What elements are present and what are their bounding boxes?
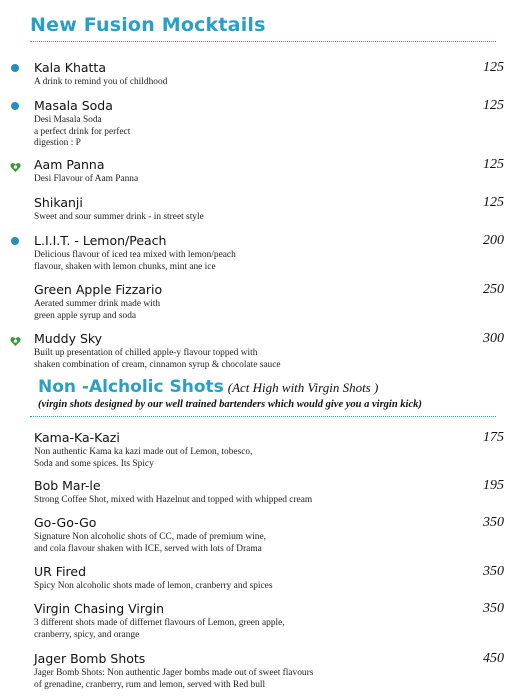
menu-item xyxy=(34,651,504,691)
green-heart-icon xyxy=(10,160,20,170)
item-price: 350 xyxy=(483,515,504,530)
item-description: 3 different shots made of differnet flavours of Lemon, green apple, cranberry, spicy, and orange xyxy=(34,618,285,640)
menu-item xyxy=(34,331,504,371)
section-subtitle: (Act High with Virgin Shots ) xyxy=(227,380,379,395)
item-name: Kala Khatta xyxy=(34,60,106,75)
item-price: 175 xyxy=(483,430,504,445)
menu-item xyxy=(34,60,504,89)
item-price: 125 xyxy=(483,157,504,172)
item-price: 200 xyxy=(483,233,504,248)
item-description: Desi Masala Soda a perfect drink for perfect digestion : P xyxy=(34,115,131,148)
item-price: 300 xyxy=(483,331,504,346)
menu-item xyxy=(34,233,504,273)
menu-item xyxy=(34,282,504,322)
menu-item xyxy=(34,515,504,555)
section-title-text: Non -Alcholic Shots xyxy=(38,377,224,397)
item-description: Non authentic Kama ka kazi made out of Lemon, tobesco, Soda and some spices. Its Spicy xyxy=(34,447,253,469)
item-description: Desi Flavour of Aam Panna xyxy=(34,174,139,184)
item-price: 195 xyxy=(483,478,504,493)
menu-item xyxy=(34,601,504,641)
item-description: Sweet and sour summer drink - in street style xyxy=(34,212,204,222)
item-description: A drink to remind you of childhood xyxy=(34,77,168,87)
item-name: Kama-Ka-Kazi xyxy=(34,430,120,445)
item-name: Muddy Sky xyxy=(34,331,103,346)
item-name: Go-Go-Go xyxy=(34,515,97,530)
item-description: Built up presentation of chilled apple-y flavour topped with shaken combination of cream, cinnamon syrup & chocolate sauce xyxy=(34,348,281,370)
item-description: Delicious flavour of iced tea mixed with lemon/peach flavour, shaken with lemon chunks, mint ane ice xyxy=(34,250,236,272)
item-description: Jager Bomb Shots: Non authentic Jager bombs made out of sweet flavours of grenadine, cranberry, rum and lemon, served with Red bull xyxy=(34,668,314,690)
blue-dot-icon xyxy=(11,64,19,72)
item-description: Aerated summer drink made with green apple syrup and soda xyxy=(34,299,161,321)
menu-item xyxy=(34,478,504,507)
item-price: 450 xyxy=(483,651,504,666)
item-name: L.I.I.T. - Lemon/Peach xyxy=(34,233,167,248)
item-name: Green Apple Fizzario xyxy=(34,282,163,297)
item-name: Masala Soda xyxy=(34,98,113,113)
blue-dot-icon xyxy=(11,237,19,245)
item-name: UR Fired xyxy=(34,564,87,579)
green-heart-icon xyxy=(10,334,20,344)
item-price: 350 xyxy=(483,601,504,616)
item-price: 250 xyxy=(483,282,504,297)
item-price: 350 xyxy=(483,564,504,579)
item-name: Jager Bomb Shots xyxy=(34,651,146,666)
section-divider xyxy=(30,416,496,417)
section-divider xyxy=(30,41,496,42)
item-name: Aam Panna xyxy=(34,157,105,172)
item-description: Strong Coffee Shot, mixed with Hazelnut and topped with whipped cream xyxy=(34,495,313,505)
item-name: Bob Mar-le xyxy=(34,478,101,493)
section-title-shots xyxy=(38,377,378,397)
section-note: (virgin shots designed by our well trained bartenders which would give you a virgin kick) xyxy=(38,399,422,410)
blue-dot-icon xyxy=(11,102,19,110)
menu-item xyxy=(34,157,504,186)
menu-item xyxy=(34,430,504,470)
item-name: Virgin Chasing Virgin xyxy=(34,601,165,616)
menu-item xyxy=(34,564,504,593)
item-price: 125 xyxy=(483,195,504,210)
item-name: Shikanji xyxy=(34,195,83,210)
item-price: 125 xyxy=(483,60,504,75)
item-description: Signature Non alcoholic shots of CC, made of premium wine, and cola flavour shaken with ICE, served with lots of Drama xyxy=(34,532,266,554)
item-description: Spicy Non alcoholic shots made of lemon, cranberry and spices xyxy=(34,581,273,591)
section-title-mocktails: New Fusion Mocktails xyxy=(30,14,266,36)
menu-item xyxy=(34,195,504,224)
item-price: 125 xyxy=(483,98,504,113)
menu-item xyxy=(34,98,504,150)
